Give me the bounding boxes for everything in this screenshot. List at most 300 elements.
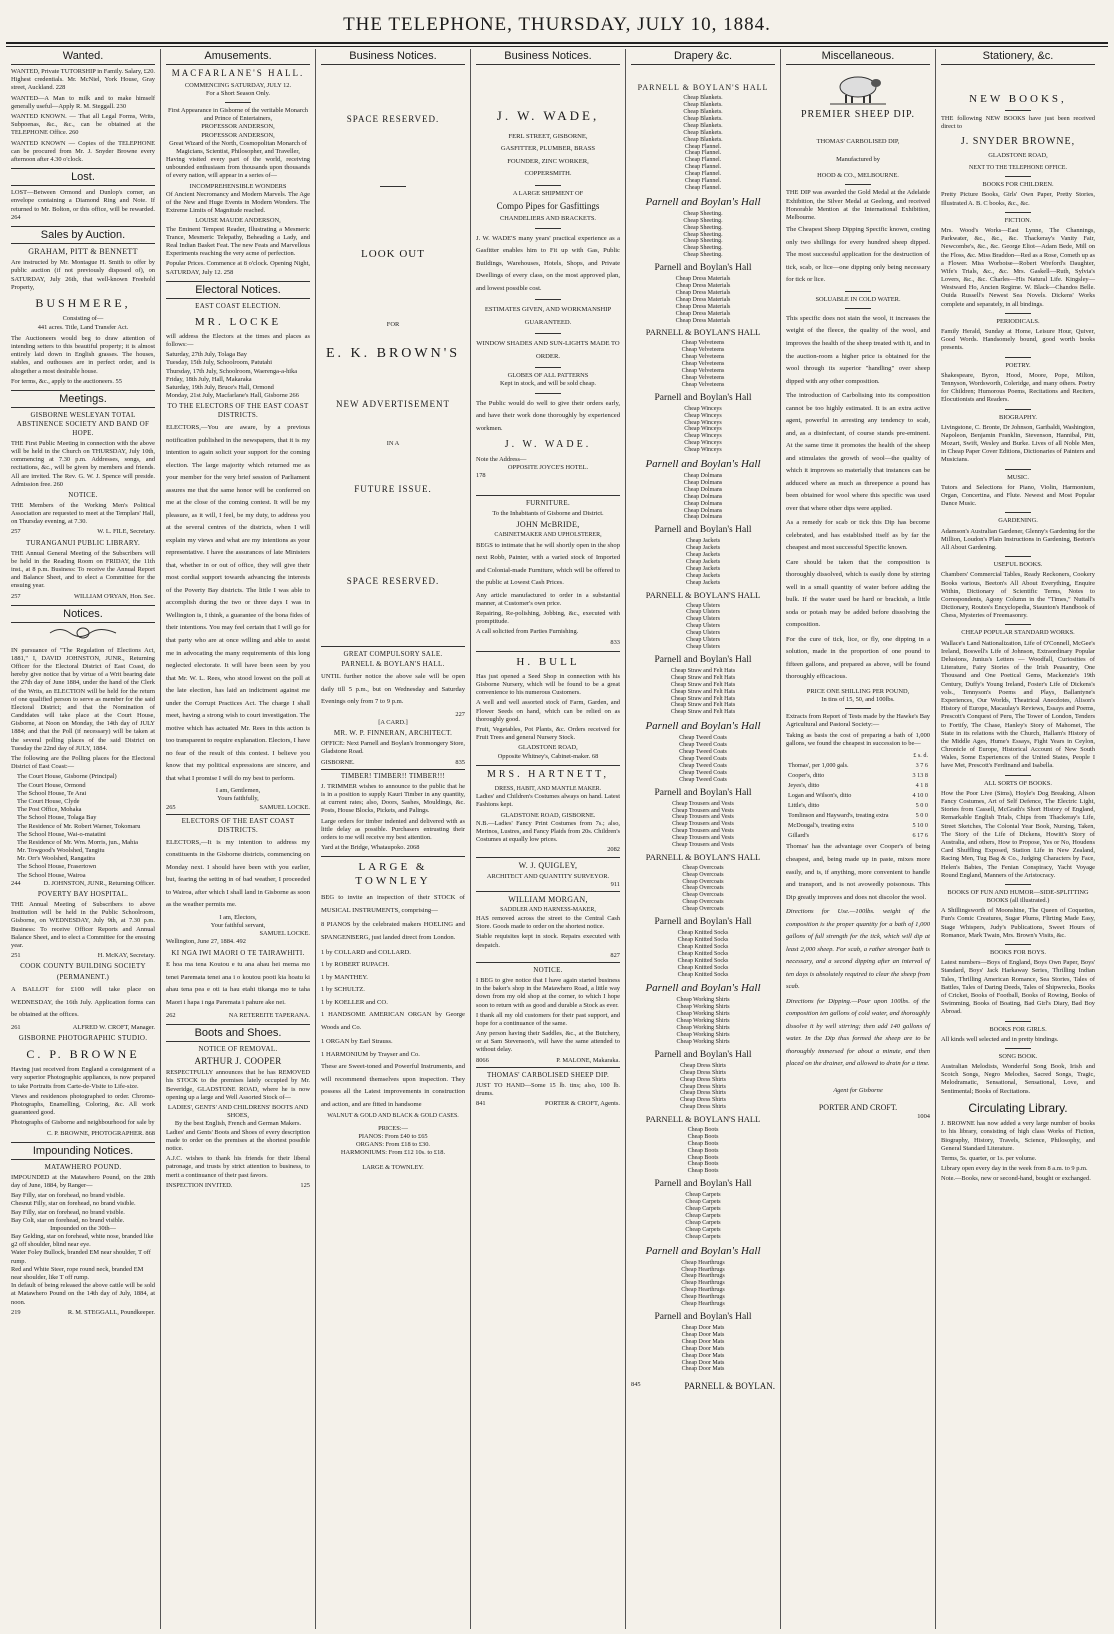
polling-place: The Court House, Ormond bbox=[17, 781, 86, 789]
drapery-item: Cheap Overcoats bbox=[682, 892, 724, 899]
newbooks-title: NEW BOOKS, bbox=[969, 93, 1067, 106]
top-rule bbox=[6, 42, 1108, 44]
notice2-title: NOTICE. bbox=[476, 962, 620, 975]
book-section-title: CHEAP POPULAR STANDARD WORKS. bbox=[961, 629, 1075, 637]
book-section-text: Australian Melodists, Wonderful Song Book, Irish and Scotch Songs, Negro Melodies, Sacred Songs, Tragic, Melodramatic, Sensational, Sensational, Love, and Sentimental; Books of Recitations. bbox=[941, 1063, 1095, 1095]
wonders: INCOMPREHENSIBLE WONDERS bbox=[189, 182, 287, 190]
locke-name: MR. LOCKE bbox=[194, 315, 282, 328]
cook-title: COOK COUNTY BUILDING SOCIETY bbox=[20, 962, 146, 971]
polling-place: The School House, Tolaga Bay bbox=[17, 814, 97, 822]
book-section-text: Chambers' Commercial Tables, Ready Reckoners, Cookery Books various, Beeton's All About Everything, Enquire Within, Dictionary of Scientific Terms, Notes to Correspondents, Agony Column in the "Times," Nuttall's Dictionary, Routes's Encyclopedia, Staunton's Handbook of Chess, Mysteries of Freemasonry. bbox=[941, 571, 1095, 620]
drapery-item: Cheap Working Shirts bbox=[676, 997, 730, 1004]
lt-intro: BEG to invite an inspection of their STOCK of MUSICAL INSTRUMENTS, comprising— bbox=[321, 894, 465, 914]
drapery-item: Cheap Sheeting. bbox=[683, 238, 723, 245]
drapery-item: Cheap Overcoats bbox=[682, 871, 724, 878]
drapery-item: Cheap Velveteens bbox=[681, 361, 725, 368]
drapery-top-title: PARNELL & BOYLAN'S HALL bbox=[637, 83, 769, 93]
drapery-item: Cheap Straw and Felt Hats bbox=[670, 688, 736, 695]
book-section-title: BOOKS OF FUN AND HUMOR—SIDE-SPLITTING BOOKS (all illustrated.) bbox=[947, 888, 1089, 905]
drapery-item: Cheap Hearthrugs bbox=[681, 1287, 725, 1294]
drapery-item: Cheap Dress Materials bbox=[675, 317, 731, 324]
drapery-item: Cheap Working Shirts bbox=[676, 1011, 730, 1018]
drapery-hall-title: PARNELL & BOYLAN'S HALL bbox=[645, 1114, 761, 1125]
drapery-item: Cheap Boots bbox=[687, 1133, 719, 1140]
wade-pipes: Compo Pipes for Gasfittings bbox=[496, 200, 600, 211]
drapery-hall-title: Parnell and Boylan's Hall bbox=[654, 917, 752, 927]
drapery-hall-title: Parnell and Boylan's Hall bbox=[654, 1049, 752, 1060]
drapery-item: Cheap Straw and Felt Hats bbox=[670, 709, 736, 716]
book-section-title: POETRY. bbox=[1005, 361, 1031, 369]
letter-body: ELECTORS,—You are aware, by a previous notification published in the newspapers, that it is my intention to again solicit your support for the coming election. The large majority which returned me as your member for the very brief session of Parliament assures me that the same honor will be conferred on me at the close of the coming contest. It will be my pleasure, as it will, I feel, be my duty, to address you at the several centres of the districts, when I will explain my views and what are my intentions as your representative. I have the assurances of late Ministers that, whether in or out of office, they will give their most cordial support towards advancing the interests of the Poverty Bay districts. The little I was able to accomplish during the two or three days I was in Wellington is, I think, a guarantee of the bona fides of their intentions. You may feel certain that I will go for that party who are at once willing and able to assist me in advocating the many requirements of this long neglected electorate. It will have been seen by you that Mr. W. L. Rees, who stood lowest on the poll at the late election, has laid an indictment against me under the Corrupt Practices Act. The charge I shall meet, having a strong wish to court investigation. The motive which has actuated Mr. Rees in this action is too transparent to require explanation. Electors, I have no fear of the result of this contest. I believe you know that my political expressions are sincere, and that what I promise I will do my best to perform. bbox=[166, 424, 310, 782]
drapery-item-list bbox=[631, 735, 775, 783]
drapery-item: Cheap Knitted Socks bbox=[677, 943, 729, 950]
drapery-item: Cheap Tweed Coats bbox=[679, 762, 727, 769]
dip-p7: For the cure of tick, lice, or fly, one dipping in a solution, made in the proportion of one pound to fifteen gallons, and prepared as above, will be found thoroughly efficacious. bbox=[786, 635, 930, 681]
drapery-item: Cheap Trousers and Vests bbox=[672, 800, 734, 807]
wade-globes: GLOBES OF ALL PATTERNS bbox=[507, 372, 589, 380]
furniture-title: FURNITURE. bbox=[476, 495, 620, 508]
cook-sig: ALFRED W. CROFT, Manager. bbox=[72, 1023, 155, 1031]
timber-text: J. TRIMMER wishes to announce to the public that he is in a position to supply Kauri Timber in any quantity, at current rates; also, Doors, Sashes, Mouldings, &c. Posts, House Blocks, Pickets, and Palings. bbox=[321, 782, 465, 815]
circ-text: J. BROWNE has now added a very large number of books to his library, consisting of high class Works of Fiction, Biography, History, Travels, Science, Philosophy, and General Standard Literature. bbox=[941, 1120, 1095, 1152]
election-sig: D. JOHNSTON, JUNR., Returning Officer. bbox=[43, 879, 155, 887]
new-advertisement: NEW ADVERTISEMENT bbox=[335, 398, 451, 409]
column-business-2 bbox=[471, 49, 626, 1629]
notice-title: NOTICE. bbox=[68, 490, 98, 499]
drapery-item: Cheap Knitted Socks bbox=[677, 950, 729, 957]
drapery-item: Cheap Jackets bbox=[685, 579, 721, 586]
drapery-item: Cheap Sheeting. bbox=[683, 252, 723, 259]
circ-terms: Terms, 5s. quarter, or 1s. per volume. bbox=[941, 1154, 1037, 1162]
drapery-item-list bbox=[631, 1260, 775, 1308]
column-business-1 bbox=[316, 49, 471, 1629]
drapery-item: Cheap Boots bbox=[687, 1140, 719, 1147]
drapery-item: Cheap Working Shirts bbox=[676, 1025, 730, 1032]
table-row: Little's, ditto 5 0 0 bbox=[788, 801, 928, 809]
drapery-hall-title: Parnell and Boylan's Hall bbox=[654, 392, 752, 403]
drapery-hall-title: Parnell and Boylan's Hall bbox=[654, 525, 752, 536]
drapery-item: Cheap Tweed Coats bbox=[679, 776, 727, 783]
wade-window: WINDOW SHADES AND SUN-LIGHTS MADE TO ORDER. bbox=[476, 340, 620, 360]
drapery-hall-title: PARNELL & BOYLAN'S HALL bbox=[645, 851, 761, 862]
drapery-item: Cheap Ulsters bbox=[686, 609, 720, 616]
dip-price: PRICE ONE SHILLING PER POUND, bbox=[806, 687, 910, 695]
drapery-item: Cheap Knitted Socks bbox=[677, 957, 729, 964]
lt-price: PIANOS: From £40 to £65 bbox=[358, 1133, 428, 1141]
morgan-text: HAS removed across the street to the Central Cash Store. Goods made to order on the shortest notice. bbox=[476, 915, 620, 931]
drapery-item: Cheap Jackets bbox=[685, 552, 721, 559]
section-header-business-2: Business Notices. bbox=[476, 49, 620, 65]
drapery-item: Cheap Knitted Socks bbox=[677, 937, 729, 944]
drapery-item: Cheap Straw and Felt Hats bbox=[670, 674, 736, 681]
crest-ornament-icon bbox=[11, 626, 155, 645]
drapery-item: Cheap Dress Materials bbox=[675, 276, 731, 283]
to-electors: TO THE ELECTORS OF THE EAST COAST DISTRICTS. bbox=[167, 402, 309, 420]
wanted-ad: WANTED—A Man to milk and to make himself generally useful—Apply R. M. Steggall. 230 bbox=[11, 94, 155, 110]
table-row: Gillard's 6 17 6 bbox=[788, 831, 928, 839]
drapery-item: Cheap Blankets. bbox=[683, 136, 723, 143]
wesleyan-text: THE First Public Meeting in connection with the above will be held in the Church on THURSDAY, July 10th, commencing at 7.30 p.m. Addresses, songs, and recitations, &c., will be given by members and friends. All are invited. The Rev. G. W. J. Spence will preside. Admission free. 260 bbox=[11, 439, 155, 488]
hartnett-sub: DRESS, HABIT, AND MANTLE MAKER. bbox=[494, 785, 602, 792]
quigley-num: 911 bbox=[610, 880, 620, 888]
polling-place: The School House, Te Arai bbox=[17, 789, 87, 797]
drapery-item-list bbox=[631, 865, 775, 913]
morgan-sub: SADDLER AND HARNESS-MAKER, bbox=[500, 907, 596, 914]
in-a: IN A bbox=[386, 440, 400, 448]
drapery-item: Cheap Velveteens bbox=[681, 374, 725, 381]
wesleyan-title: GISBORNE WESLEYAN TOTAL ABSTINENCE SOCIETY AND BAND OF HOPE. bbox=[16, 410, 150, 437]
cook-num: 261 bbox=[11, 1023, 21, 1031]
lt-organ: 1 HANDSOME AMERICAN ORGAN by George Woods and Co. bbox=[321, 1011, 465, 1031]
dip-agent-name: PORTER AND CROFT. bbox=[818, 1102, 898, 1112]
electors2-sig: SAMUEL LOCKE. bbox=[259, 930, 310, 938]
drapery-item: Cheap Carpets bbox=[685, 1233, 721, 1240]
sheep-icon bbox=[828, 71, 888, 105]
polling-place: The School House, Wai-o-matatini bbox=[17, 830, 106, 838]
drapery-item: Cheap Door Mats bbox=[681, 1359, 725, 1366]
drapery-item: Cheap Trousers and Vests bbox=[672, 814, 734, 821]
drapery-item: Cheap Hearthrugs bbox=[681, 1273, 725, 1280]
prices-text: Popular Prices. Commence at 8 o'clock. Opening Night, SATURDAY, July 12. 258 bbox=[166, 260, 310, 276]
bull-text: Has just opened a Seed Shop in connection with his Gisborne Nursery, which will be found to be a great convenience to his numerous Customers. bbox=[476, 672, 620, 697]
drapery-hall-title: Parnell and Boylan's Hall bbox=[645, 982, 761, 995]
drapery-item: Cheap Winceys bbox=[684, 412, 722, 419]
louise-text: The Eminent Tempest Reader, Illustrating a Mesmeric Trance, Mesmeric Telepathy, Beheading a Lady, and Real Indian Basket Feat. The new Feats and Marvellous Experiments reaching the very acme of perfection. bbox=[166, 225, 310, 258]
drapery-item-list bbox=[631, 1325, 775, 1373]
drapery-item: Cheap Velveteens bbox=[681, 340, 725, 347]
drapery-item: Cheap Working Shirts bbox=[676, 1038, 730, 1045]
cooper-makers: By the best English, French and German Makers. bbox=[174, 1120, 302, 1128]
hartnett-num: 2082 bbox=[607, 846, 620, 854]
electors2-title: ELECTORS OF THE EAST COAST DISTRICTS. bbox=[166, 814, 310, 835]
letter-sig: SAMUEL LOCKE. bbox=[259, 803, 310, 811]
bull-name: H. BULL bbox=[476, 651, 620, 669]
drapery-item-list bbox=[631, 668, 775, 716]
polling-place: The School House, Frasertown bbox=[17, 863, 97, 871]
drapery-hall-title: Parnell and Boylan's Hall bbox=[645, 195, 761, 208]
drapery-item: Cheap Overcoats bbox=[682, 864, 724, 871]
section-header-circulating: Circulating Library. bbox=[968, 1100, 1068, 1115]
drapery-item: Cheap Hearthrugs bbox=[681, 1266, 725, 1273]
drapery-item: Cheap Dress Shirts bbox=[680, 1062, 726, 1069]
maori-text: E hoa ma tena Koutou e tu ana ahau hei mema mo tenei Paremata tenei ana i o koutou pooti kia hoatu ki ahau tena pea e oti ia hau etahi tikanga mo te taha Maori i hapa i nga Paremata i pahure ake nei. bbox=[166, 961, 310, 1006]
drapery-item: Cheap Blankets. bbox=[683, 95, 723, 102]
drapery-item: Cheap Trousers and Vests bbox=[672, 807, 734, 814]
book-section-text: Livingstone, C. Bronte, Dr Johnson, Garibaldi, Washington, Napoleon, Benjamin Franklin, Stevenson, Hannibal, Pitt, Mozart, Swift, Wesley and Burke. Lives of all Noble Men, in Cheap Paper Cover Editions, Dictionaries of Painters and Musicians. bbox=[941, 423, 1095, 464]
book-section-title: GARDENING. bbox=[998, 517, 1038, 525]
cooper-text2: Ladies' and Gents' Boots and Shoes of every description made to order on the premises at the shortest possible notice. bbox=[166, 1128, 310, 1152]
impound-item: Bay Colt, star on forehead, no brand visible. bbox=[11, 1216, 125, 1224]
dip-misc-num: 1004 bbox=[917, 1113, 930, 1121]
drapery-item: Cheap Boots bbox=[687, 1126, 719, 1133]
sale-title: GREAT COMPULSORY SALE. bbox=[321, 646, 465, 659]
drapery-item-list bbox=[631, 801, 775, 849]
polling-place: The Post Office, Mohaka bbox=[17, 806, 82, 814]
drapery-hall-title: Parnell and Boylan's Hall bbox=[654, 654, 752, 665]
morgan-num: 827 bbox=[610, 951, 620, 959]
drapery-item: Cheap Dress Materials bbox=[675, 303, 731, 310]
drapery-item: Cheap Overcoats bbox=[682, 906, 724, 913]
drapery-item: Cheap Overcoats bbox=[682, 878, 724, 885]
column-amusements bbox=[161, 49, 316, 1629]
lt-foot: LARGE & TOWNLEY. bbox=[362, 1163, 424, 1171]
hall-short: For a Short Season Only. bbox=[205, 89, 271, 97]
future-issue: FUTURE ISSUE. bbox=[354, 484, 432, 495]
polling-list bbox=[11, 773, 155, 879]
drapery-item: Cheap Straw and Felt Hats bbox=[670, 702, 736, 709]
mcbride-name: JOHN McBRIDE, bbox=[516, 519, 580, 529]
section-header-impounding: Impounding Notices. bbox=[11, 1142, 155, 1160]
drapery-item: Cheap Door Mats bbox=[681, 1325, 725, 1332]
maori-sig: NA RETEREITE TAPERANA. bbox=[228, 1011, 310, 1019]
letter-close: I am, Gentlemen, bbox=[215, 787, 261, 795]
dip-soluable: SOLUABLE IN COLD WATER. bbox=[815, 295, 901, 303]
maori-num: 262 bbox=[166, 1011, 176, 1019]
mcbride-sub: CABINETMAKER AND UPHOLSTERER, bbox=[494, 531, 602, 538]
drapery-hall-title: Parnell and Boylan's Hall bbox=[645, 457, 761, 470]
studio-name: C. P. BROWNE bbox=[26, 1046, 140, 1061]
section-header-electoral: Electoral Notices. bbox=[166, 281, 310, 299]
book-section-title: ALL SORTS OF BOOKS. bbox=[984, 779, 1052, 787]
locke-text: will address the Electors at the times and places as follows:— bbox=[166, 332, 310, 349]
hall-date: COMMENCING SATURDAY, JULY 12. bbox=[184, 81, 292, 89]
drapery-foot: PARNELL & BOYLAN. bbox=[684, 1381, 775, 1392]
impound-item: Chesnut Filly, star on forehead, no brand visible. bbox=[11, 1200, 136, 1208]
drapery-item: Cheap Carpets bbox=[685, 1213, 721, 1220]
polling-place: Mr. Towgood's Woolshed, Tangitu bbox=[17, 847, 105, 855]
bull-addr2: Opposite Whitney's, Cabinet-maker. 68 bbox=[497, 752, 599, 760]
letter-num: 265 bbox=[166, 803, 176, 811]
mcbride-text2: Any article manufactured to order in a substantial manner, at Customer's own price. bbox=[476, 591, 620, 607]
section-header-business: Business Notices. bbox=[321, 49, 465, 65]
drapery-item: Cheap Blankets. bbox=[683, 102, 723, 109]
cost-table bbox=[786, 750, 930, 841]
timber-title: TIMBER! TIMBER!! TIMBER!!! bbox=[321, 769, 465, 781]
drapery-item: Cheap Winceys bbox=[684, 440, 722, 447]
drapery-item-list bbox=[631, 997, 775, 1045]
section-header-drapery: Drapery &c. bbox=[631, 49, 775, 65]
drapery-item: Cheap Blankets. bbox=[683, 115, 723, 122]
drapery-item: Cheap Trousers and Vests bbox=[672, 835, 734, 842]
book-section-text: All kinds well selected and in pretty bindings. bbox=[941, 1035, 1059, 1043]
book-section-title: BOOKS FOR BOYS. bbox=[990, 949, 1046, 956]
book-section-title: USEFUL BOOKS. bbox=[993, 561, 1043, 569]
locke-date: Friday, 18th July, Hall, Makaraka bbox=[166, 375, 252, 383]
morgan-name: WILLIAM MORGAN, bbox=[476, 891, 620, 905]
drapery-item: Cheap Dress Shirts bbox=[680, 1076, 726, 1083]
drapery-item: Cheap Knitted Socks bbox=[677, 964, 729, 971]
cooper-foot: INSPECTION INVITED. bbox=[166, 1181, 233, 1189]
election-text: IN pursuance of "The Regulation of Elections Act, 1881," I, DAVID JOHNSTON, JUNR., Returning Officer for the Electoral District of East Coast, do hereby give notice that by virtue of a Writ bearing date the 27th day of June 1884, under the hand of the Clerk of the Writs, an ELECTION will be held for the return of one qualified person to serve as member for the said Electoral District; and that the Nomination of Candidates will take place at the Court House, Gisborne, at Noon on Monday, the 14th day of JULY 1884; and that the Poll (if necessary) will be taken at the several polling places of the said District on Tuesday the 22nd day of JULY, 1884. bbox=[11, 646, 155, 752]
polling-place: The Residence of Mr. Wm. Morris, jun., Mahia bbox=[17, 838, 138, 846]
drapery-hall-title: Parnell and Boylan's Hall bbox=[654, 1179, 752, 1190]
hall-intro: First Appearance in Gisborne of the veritable Monarch and Prince of Entertainers, bbox=[167, 106, 309, 123]
drapery-item: Cheap Tweed Coats bbox=[679, 742, 727, 749]
drapery-hall-title: Parnell and Boylan's Hall bbox=[645, 1244, 761, 1257]
drapery-item: Cheap Tweed Coats bbox=[679, 755, 727, 762]
drapery-item: Cheap Hearthrugs bbox=[681, 1259, 725, 1266]
section-header-miscellaneous: Miscellaneous. bbox=[786, 49, 930, 65]
drapery-item-list bbox=[631, 930, 775, 978]
wade-est: ESTIMATES GIVEN, AND WORKMANSHIP GUARANTEED. bbox=[484, 306, 612, 326]
ekbrowns: E. K. BROWN'S bbox=[325, 345, 461, 361]
dip-p11: Directions for Use.—100lbs. weight of the composition is the proper quantity for a bath of 1,000 gallons of full strength for the tick, which will dip at least 2,000 sheep. For scab, a rather stronger bath is necessary, and a second dipping after an interval of ten days is absolutely required to clear the sheep from scab. bbox=[786, 908, 930, 991]
drapery-item: Cheap Hearthrugs bbox=[681, 1301, 725, 1308]
drapery-item: Cheap Tweed Coats bbox=[679, 749, 727, 756]
drapery-item: Cheap Sheeting. bbox=[683, 245, 723, 252]
book-section-text: Shakespeare, Byron, Hood, Moore, Pope, Milton, Tennyson, Wordsworth, Coleridge, and many others. Poetry for Children; Humorous Poems, Recitations and Reciters, Elocutionists and Readers. bbox=[941, 371, 1095, 404]
locke-date: Saturday, 27th July, Tolaga Bay bbox=[166, 351, 247, 359]
dip-p2: The Cheapest Sheep Dipping Specific known, costing only two shillings for every hundred sheep dipped. The most successful application for the destruction of tick, scab, or lice—one dipping only being necessary for tick or lice. bbox=[786, 226, 930, 284]
drapery-item: Cheap Boots bbox=[687, 1147, 719, 1154]
book-section-title: BOOKS FOR GIRLS. bbox=[989, 1025, 1047, 1033]
lt-text: These are Sweet-toned and Powerful Instruments, and will recommend themselves upon inspection. They possess all the Latest improvements in construction and action, and are fitted in handsome bbox=[321, 1063, 465, 1108]
library-sig: WILLIAM O'RYAN, Hon. Sec. bbox=[73, 592, 155, 600]
browne-name: J. SNYDER BROWNE, bbox=[960, 135, 1076, 147]
drapery-item-list bbox=[631, 340, 775, 388]
library-num: 257 bbox=[11, 592, 21, 600]
drapery-item: Cheap Door Mats bbox=[681, 1352, 725, 1359]
hospital-num: 251 bbox=[11, 952, 21, 960]
drapery-item: Cheap Dress Shirts bbox=[680, 1090, 726, 1097]
dip-p8: Extracts from Report of Tests made by the Hawke's Bay Agricultural and Pastoral Society:— bbox=[786, 713, 930, 729]
hartnett-addr: GLADSTONE ROAD, GISBORNE. bbox=[500, 811, 596, 819]
drapery-item-list bbox=[631, 1127, 775, 1175]
impound-item: Bay Gelding, star on forehead, white nose, branded like g2 off shoulder, blind near eye. bbox=[11, 1233, 154, 1249]
library-title: TURANGANUI PUBLIC LIBRARY. bbox=[25, 538, 141, 547]
ecoast-title: EAST COAST ELECTION. bbox=[195, 301, 281, 310]
louise: LOUISE MAUDE ANDERSON, bbox=[195, 217, 281, 225]
furniture-to: To the Inhabitants of Gisborne and District. bbox=[492, 509, 604, 517]
drapery-item: Cheap Winceys bbox=[684, 405, 722, 412]
table-row: Jeyes's, ditto 4 1 8 bbox=[788, 781, 928, 789]
finneran-num: 835 bbox=[455, 758, 465, 766]
impound-item: Bay Filly, star on forehead, no brand visible. bbox=[11, 1192, 125, 1200]
dip-made: Manufactured by bbox=[836, 156, 880, 164]
drapery-item-list bbox=[631, 95, 775, 143]
electors2-close: I am, Electors, bbox=[219, 913, 257, 921]
cooper-text: RESPECTFULLY announces that he has REMOVED his STOCK to the premises lately occupied by Mr. Beveridge, GLADSTONE ROAD, where he is now opening up a large and Well Assorted Stock of— bbox=[166, 1069, 310, 1101]
mcbride-text: BEGS to intimate that he will shortly open in the shop next Robb, Painter, with a varied stock of Imported and Colonial-made Furniture, which will be offered to the public at Lowest Cash Prices. bbox=[476, 541, 620, 587]
wade-body: J. W. WADE'S many years' practical experience as a Gasfitter enables him to Fit up with Gas, Public Buildings, Warehouses, Hotels, Shops, and Private Dwellings of every class, on the most approved plan, and lowest possible cost. bbox=[476, 234, 620, 292]
dip-p3: This specific does not stain the wool, it increases the weight of the fleece, the quality of the wool, and improves the health of the sheep treated with it, and in the auction-room a higher price is obtained for the wool through its superior "handling" over sheep dipped with any other composition. bbox=[786, 314, 930, 385]
space-reserved-2: SPACE RESERVED. bbox=[346, 575, 440, 586]
dip-sub: THOMAS' CARBOLISED DIP, bbox=[816, 137, 900, 145]
lt-item: 1 by KOELLER and CO. bbox=[321, 998, 388, 1006]
lt-organ2: 1 ORGAN by Earl Strauss. bbox=[321, 1038, 393, 1046]
lt-prices: PRICES:— bbox=[378, 1124, 408, 1132]
drapery-item: Cheap Blankets. bbox=[683, 122, 723, 129]
section-header-auction: Sales by Auction. bbox=[11, 226, 155, 244]
mcbride-text3: Repairing, Re-polishing, Jobbing, &c., executed with promptitude. bbox=[476, 610, 620, 626]
lt-item: 1 by SCHULTZ. bbox=[321, 986, 365, 994]
drapery-item: Cheap Flannel. bbox=[684, 178, 722, 184]
hospital-text: THE Annual Meeting of Subscribers to above Institution will be held in the Public Schoolroom, Gisborne, on WEDNESDAY, July 9th, at 7.30 p.m. Business: To receive Officer Reports and Annual Balance Sheet, and to elect a Committee for the ensuing year. bbox=[11, 901, 155, 949]
auction-intro: Are instructed by Mr. Montague H. Smith to offer by public auction (if not previously disposed of), on SATURDAY, July 26th, that well-known Freehold Property, bbox=[11, 259, 155, 291]
bull-text2: A well and well assorted stock of Farm, Garden, and Flower Seeds on hand, which can be relied on as thoroughly good. bbox=[476, 699, 620, 723]
cooper-text3: A.J.C. wishes to thank his friends for their liberal patronage, and trusts by strict attention to business, to merit a continuance of their past favors. bbox=[166, 1155, 310, 1179]
mcbride-text4: A call solicited from Parties Furnishing. bbox=[476, 628, 579, 636]
lt-price: HARMONIUMS: From £12 10s. to £18. bbox=[340, 1149, 446, 1157]
finneran-text: OFFICE: Next Parnell and Boylan's Ironmongery Store, Gladstone Road. bbox=[321, 740, 465, 756]
drapery-item: Cheap Dolmans bbox=[683, 473, 723, 480]
drapery-item: Cheap Blankets. bbox=[683, 109, 723, 116]
section-header-meetings: Meetings. bbox=[11, 390, 155, 408]
cost-head: £ s. d. bbox=[913, 752, 928, 760]
electors2-yours: Your faithful servant, bbox=[210, 921, 266, 929]
dip-p12: Directions for Dipping.—Pour upon 100lbs. of the composition ten gallons of cold water, and thoroughly dissolve it by well stirring; then add 140 gallons of water. In the Dip thus formed the sheep are to be thoroughly immersed for about a minute, and then placed on the drainer, and allowed to drain for a time. bbox=[786, 997, 930, 1068]
drapery-item: Cheap Jackets bbox=[685, 559, 721, 566]
notice2-sig: P. MALONE, Makaraka. bbox=[556, 1056, 620, 1064]
drapery-item: Cheap Flannel. bbox=[684, 171, 722, 178]
drapery-item: Cheap Dolmans bbox=[683, 486, 723, 493]
lt-price: ORGANS: From £18 to £30. bbox=[355, 1141, 431, 1149]
drapery-item: Cheap Overcoats bbox=[682, 899, 724, 906]
drapery-item: Cheap Dress Shirts bbox=[680, 1097, 726, 1104]
section-header-wanted: Wanted. bbox=[11, 49, 155, 65]
prof-name: PROFESSOR ANDERSON, bbox=[201, 123, 275, 131]
dip-p1: THE DIP was awarded the Gold Medal at the Adelaide Exhibition, the Silver Medal at Geelong, and received Honorable Mention at the International Exhibition, Melbourne. bbox=[786, 189, 930, 221]
electors2-date: Wellington, June 27, 1884. 492 bbox=[166, 938, 246, 946]
book-section-title: SONG BOOK. bbox=[998, 1052, 1038, 1060]
drapery-item-list bbox=[631, 144, 775, 192]
drapery-item-list bbox=[631, 211, 775, 259]
drapery-item: Cheap Jackets bbox=[685, 566, 721, 573]
drapery-item: Cheap Tweed Coats bbox=[679, 769, 727, 776]
wanted-ad: WANTED KNOWN. — That all Legal Forms, Writs, Subpoenas, &c., &c., can be obtained at the TELEPHONE Office. 260 bbox=[11, 113, 155, 137]
drapery-item: Cheap Door Mats bbox=[681, 1345, 725, 1352]
wanted-ad: WANTED, Private TUTORSHIP in Family. Salary, £20. Highest credentials. Mr. McNiel, York House, Gray street, Auckland. 228 bbox=[11, 68, 155, 92]
notice-num: 257 bbox=[11, 528, 21, 536]
lt-item: 1 by COLLARD and COLLARD. bbox=[321, 948, 411, 956]
drapery-item: Cheap Ulsters bbox=[686, 643, 720, 650]
notice2-num: 8066 bbox=[476, 1056, 489, 1064]
auction-acres: 441 acres. Title, Land Transfer Act. bbox=[37, 323, 129, 331]
quigley-sub: ARCHITECT AND QUANTITY SURVEYOR. bbox=[486, 872, 610, 880]
wade-line: GASFITTER, PLUMBER, BRASS bbox=[500, 145, 596, 153]
lt-cases: WALNUT & GOLD AND BLACK & GOLD CASES. bbox=[327, 1113, 459, 1120]
drapery-item: Cheap Door Mats bbox=[681, 1331, 725, 1338]
impound-text: IMPOUNDED at the Matawhero Pound, on the 28th day of June, 1884, by Ranger— bbox=[11, 1173, 155, 1189]
browne-next: NEXT TO THE TELEPHONE OFFICE. bbox=[969, 164, 1067, 171]
drapery-item: Cheap Boots bbox=[687, 1161, 719, 1168]
drapery-item: Cheap Working Shirts bbox=[676, 1018, 730, 1025]
book-section-text: How the Poor Live (Sims), Hoyle's Dog Breaking, Alison Fancy Costumes, Art of Self Defence, The Electric Light, Stories from Cassell, McGrath's Short History of England, Remarkable English Trials, Chips from Thackeray's Life, Street Sketches, The Colonial Year Book, Nursing, Taken, The Story of the Life of Dickens, Howitt's Story of Australia, and others, How to Propose, Yes or No, Houdens Card Shuffling Exposed, Station Life in New Zealand, Racing Men, Tug Bag & Co., Judging Characters by Face, Helen's Babies, The Fenian Conspiracy, Yacht Voyage Round England, Manners of the Aristocracy. bbox=[941, 789, 1095, 879]
drapery-item: Cheap Boots bbox=[687, 1168, 719, 1175]
dip-p4: The introduction of Carbolising into its composition cannot be too highly estimated. It is an extra active agent, powerful in arresting any tendency to scab, and, as a disinfectant, of course stands pre-eminent. At the same time it promotes the health of the sheep and stimulates the growth of wool—the quality of which it improves so materially that instances can be adduced where as much as threepence a pound has been obtained for wool where this specific was used over that where other dips were applied. bbox=[786, 392, 930, 512]
impound-sig: R. M. STEGGALL, Poundkeeper. bbox=[67, 1308, 155, 1316]
library-text: THE Annual General Meeting of the Subscribers will be held in the Reading Room on FRIDAY, the 11th inst., at 8 p.m. Business: To receive the Annual Report and Balance Sheet, and to elect a Committee for the ensuing year. bbox=[11, 549, 155, 590]
dip-text: JUST TO HAND—Some 15 lb. tins; also, 100 lb. drums. bbox=[476, 1081, 620, 1097]
lt-harmonium: 1 HARMONIUM by Trayser and Co. bbox=[321, 1050, 420, 1058]
cooper-stock: LADIES', GENTS' AND CHILDRENS' BOOTS AND SHOES, bbox=[167, 1104, 309, 1120]
drapery-item-list bbox=[631, 1192, 775, 1240]
drapery-item: Cheap Carpets bbox=[685, 1206, 721, 1213]
table-row: Tomlinson and Hayward's, treating extra 5 0 0 bbox=[788, 811, 928, 819]
election-num: 244 bbox=[11, 879, 21, 887]
hospital-sig: H. McKAY, Secretary. bbox=[97, 952, 155, 960]
columns bbox=[6, 49, 1108, 1629]
drapery-item: Cheap Ulsters bbox=[686, 630, 720, 637]
wade-name: J. W. WADE, bbox=[496, 108, 600, 124]
sale-sub: PARNELL & BOYLAN'S HALL. bbox=[341, 660, 445, 669]
drapery-num: 845 bbox=[631, 1381, 641, 1389]
drapery-item: Cheap Overcoats bbox=[682, 885, 724, 892]
impound-item: Impounded on the 30th— bbox=[50, 1224, 116, 1232]
hartnett-text2: N.B.—Ladies' Fancy Print Costumes from 7s.; also, Merinos, Lustres, and Fancy Plaids from 20s. Children's Costumes at equally low prices. bbox=[476, 819, 620, 844]
wade-chand: CHANDELIERS AND BRACKETS. bbox=[499, 215, 597, 223]
dip-sig: PORTER & CROFT, Agents. bbox=[545, 1100, 620, 1108]
